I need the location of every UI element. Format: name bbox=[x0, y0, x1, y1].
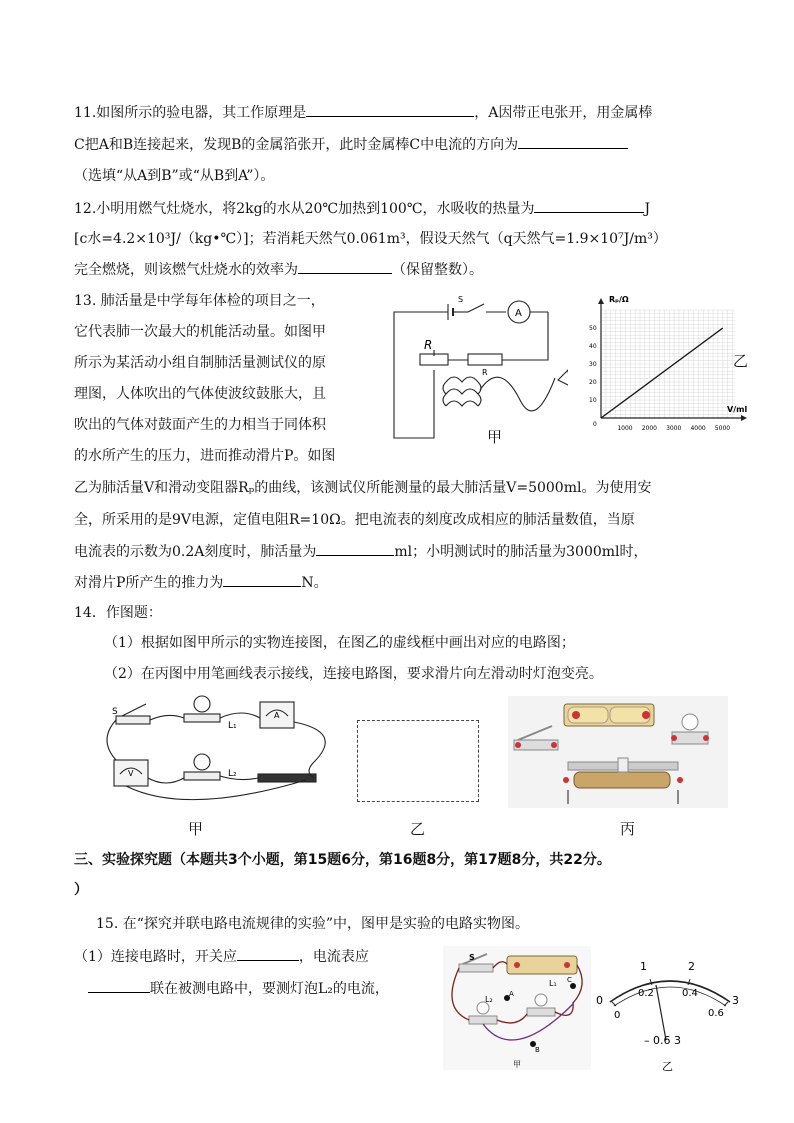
q15-meter-top-2: 2 bbox=[688, 960, 695, 973]
q15-label-a: A bbox=[509, 990, 514, 998]
q13-label-s: S bbox=[458, 295, 464, 304]
q14-label-l1: L₁ bbox=[228, 721, 237, 731]
q13-line10: 对滑片P所产生的推力为 N。 bbox=[74, 572, 328, 593]
q15-meter-bottom-2: 0.4 bbox=[682, 988, 698, 999]
q15-label-s: S bbox=[469, 953, 475, 962]
q15-figure-yi-ammeter-dial bbox=[592, 952, 748, 1072]
q13-line9: 电流表的示数为0.2A刻度时，肺活量为 ml；小明测试时的肺活量为3000ml时， bbox=[74, 541, 648, 562]
q14-caption-jia: 甲 bbox=[188, 820, 204, 838]
q13-blank2[interactable] bbox=[223, 572, 301, 587]
q13-line1: 13. 肺活量是中学每年体检的项目之一， bbox=[74, 293, 325, 309]
q13-label-r2: R bbox=[482, 368, 488, 377]
q15-part1: （1）连接电路时，开关应 ，电流表应 bbox=[74, 946, 369, 967]
q14-label-l2: L₂ bbox=[228, 769, 237, 779]
q14-caption-yi: 乙 bbox=[410, 820, 426, 838]
q12-line1: 12.小明用燃气灶烧水，将2kg的水从20℃加热到100℃，水吸收的热量为 J bbox=[74, 198, 650, 219]
q15-blank2[interactable] bbox=[88, 978, 150, 993]
q13-caption-jia: 甲 bbox=[487, 428, 503, 446]
q11-line2: C把A和B连接起来，发现B的金属箔张开，此时金属棒C中电流的方向为 bbox=[74, 134, 628, 155]
q14-label-s: S bbox=[112, 707, 118, 717]
q13-label-r: R bbox=[424, 338, 433, 352]
q15-label-c: C bbox=[567, 976, 572, 984]
x-tick-label: 1000 bbox=[617, 425, 633, 432]
q15-label-b: B bbox=[535, 1046, 540, 1054]
q13-line5: 吹出的气体对鼓面产生的力相当于同体积 bbox=[74, 417, 326, 433]
q12-line2: [c水=4.2×10³J/（kg•℃）]；若消耗天然气0.061m³，假设天然气（q天然气=1.9×10⁷J/m³） bbox=[74, 231, 667, 247]
y-axis-arrow bbox=[598, 298, 604, 304]
section3-heading-end: ） bbox=[74, 882, 88, 898]
x-tick-label: 2000 bbox=[641, 425, 658, 432]
battery-pack-icon bbox=[564, 704, 654, 726]
q14-title: 14．作图题： bbox=[74, 605, 162, 621]
q13-line2: 它代表肺一次最大的机能活动量。如图甲 bbox=[74, 324, 326, 340]
q14-part1: （1）根据如图甲所示的实物连接图，在图乙的虚线框中画出对应的电路图； bbox=[104, 635, 575, 651]
x-tick-label: 3000 bbox=[666, 425, 682, 432]
q15-part2: 联在被测电路中，要测灯泡L₂的电流， bbox=[88, 978, 389, 999]
q13-label-a: A bbox=[515, 308, 522, 319]
rp-series-line bbox=[601, 328, 723, 418]
q15-caption-yi: 乙 bbox=[662, 1060, 673, 1072]
q15-meter-top-1: 1 bbox=[640, 960, 647, 973]
q15-caption-jia: 甲 bbox=[513, 1060, 521, 1069]
q11-line3: （选填“从A到B”或“从B到A”）。 bbox=[74, 168, 275, 184]
q12-blank1[interactable] bbox=[534, 198, 644, 213]
q11-blank2[interactable] bbox=[518, 134, 628, 149]
x-tick-label: 5000 bbox=[714, 425, 731, 432]
q15-blank1[interactable] bbox=[237, 946, 299, 961]
x-tick-label: 4000 bbox=[690, 425, 706, 432]
q15-meter-top-0: 0 bbox=[596, 994, 603, 1007]
y-tick-label: 20 bbox=[589, 379, 597, 386]
q14-figure-jia-circuit bbox=[96, 692, 344, 810]
q13-rp-chart bbox=[585, 290, 757, 440]
q15-title: 15. 在“探究并联电路电流规律的实验”中，图甲是实验的电路实物图。 bbox=[96, 916, 530, 932]
q13-caption-yi: 乙 bbox=[733, 352, 749, 370]
q14-figure-bing-components bbox=[508, 696, 728, 808]
q14-caption-bing: 丙 bbox=[620, 820, 636, 838]
q15-meter-terminals: – 0.6 3 bbox=[644, 1034, 681, 1047]
q15-meter-top-3: 3 bbox=[732, 994, 739, 1007]
q15-meter-bottom-0: 0 bbox=[614, 1010, 621, 1021]
section3-heading: 三、实验探究题（本题共3个小题，第15题6分，第16题8分，第17题8分，共22分。 bbox=[74, 852, 611, 868]
q13-line8: 全，所采用的是9V电源，定值电阻R=10Ω。把电流表的刻度改成相应的肺活量数值，当原 bbox=[74, 512, 635, 528]
q11-blank1[interactable] bbox=[306, 102, 474, 117]
q13-line3: 所示为某活动小组自制肺活量测试仪的原 bbox=[74, 355, 326, 371]
q11-line1: 11.如图所示的验电器，其工作原理是 ，A因带正电张开，用金属棒 bbox=[74, 102, 652, 123]
x-axis-arrow bbox=[741, 415, 747, 421]
y-tick-label: 30 bbox=[589, 361, 597, 368]
y-tick-label: 40 bbox=[589, 343, 597, 350]
x-axis-label: V/ml bbox=[727, 405, 748, 414]
y-axis-label: Rₚ/Ω bbox=[609, 295, 629, 304]
y-tick-label: 10 bbox=[589, 397, 597, 404]
q13-circuit-diagram bbox=[388, 290, 568, 450]
q14-figure-yi-dashed-box[interactable] bbox=[357, 720, 479, 802]
q15-figure-jia-circuit bbox=[443, 946, 591, 1070]
origin-label: 0 bbox=[593, 421, 597, 428]
q14-label-a: A bbox=[274, 711, 280, 720]
y-tick-label: 50 bbox=[589, 325, 597, 332]
q12-line3: 完全燃烧，则该燃气灶烧水的效率为 （保留整数）。 bbox=[74, 259, 483, 280]
q12-blank2[interactable] bbox=[298, 259, 392, 274]
q15-meter-bottom-3: 0.6 bbox=[708, 1008, 724, 1019]
q15-label-l1: L₁ bbox=[549, 979, 557, 988]
q13-line6: 的水所产生的压力，进而推动滑片P。如图 bbox=[74, 448, 336, 464]
q13-line4: 理图，人体吹出的气体使波纹鼓胀大，且 bbox=[74, 386, 326, 402]
q14-label-v: V bbox=[128, 769, 134, 778]
q13-line7: 乙为肺活量V和滑动变阻器Rₚ的曲线，该测试仪所能测量的最大肺活量V=5000ml。为使用安 bbox=[74, 480, 652, 496]
q15-meter-bottom-1: 0.2 bbox=[638, 988, 654, 999]
q15-label-l2: L₂ bbox=[485, 995, 493, 1004]
q13-blank1[interactable] bbox=[316, 541, 394, 556]
q14-part2: （2）在丙图中用笔画线表示接线，连接电路图，要求滑片向左滑动时灯泡变亮。 bbox=[104, 666, 603, 682]
